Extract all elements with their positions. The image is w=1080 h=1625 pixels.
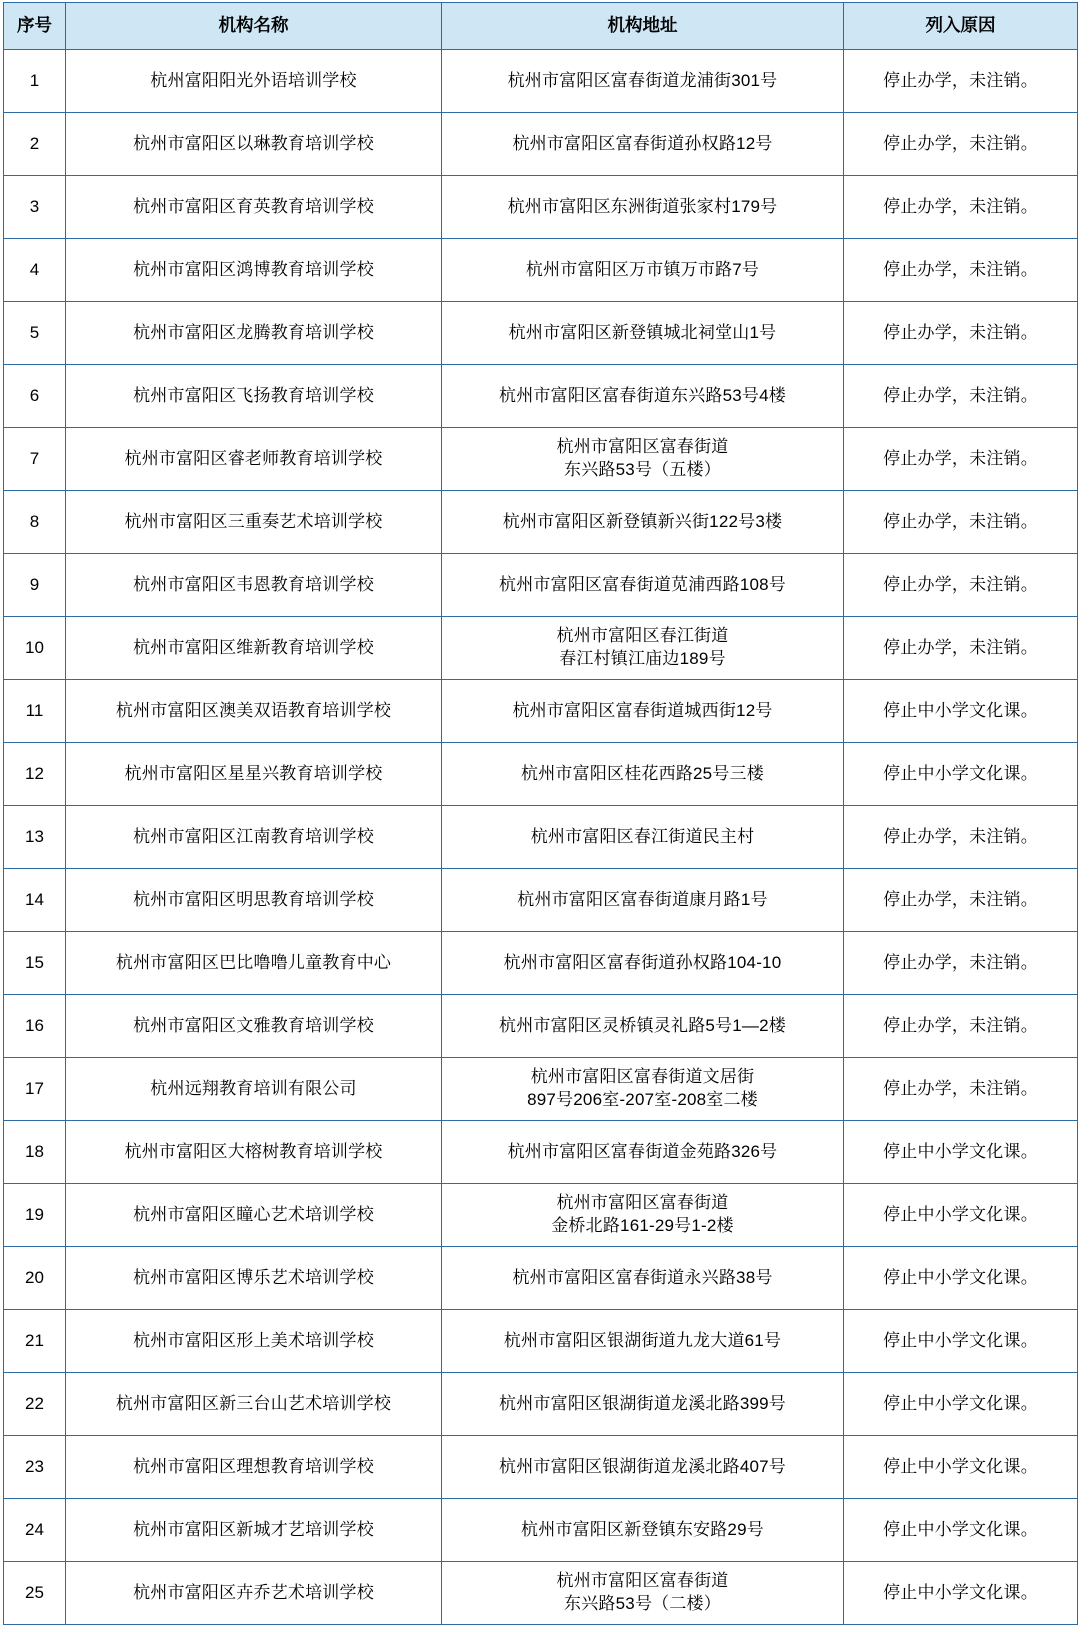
cell-index: 4 — [4, 239, 66, 302]
cell-institution-address — [442, 176, 844, 239]
table-row — [4, 1436, 1078, 1499]
cell-institution-name: 杭州市富阳区睿老师教育培训学校 — [66, 428, 442, 491]
cell-index: 2 — [4, 113, 66, 176]
table-row — [4, 176, 1078, 239]
table-row — [4, 743, 1078, 806]
cell-reason: 停止中小学文化课。 — [844, 1373, 1078, 1436]
table-row — [4, 1058, 1078, 1121]
cell-index: 23 — [4, 1436, 66, 1499]
cell-institution-address — [442, 932, 844, 995]
cell-index: 18 — [4, 1121, 66, 1184]
cell-institution-address — [442, 1184, 844, 1247]
cell-reason: 停止办学，未注销。 — [844, 302, 1078, 365]
cell-institution-name: 杭州市富阳区澳美双语教育培训学校 — [66, 680, 442, 743]
table-row — [4, 680, 1078, 743]
cell-reason: 停止中小学文化课。 — [844, 1310, 1078, 1373]
address-line-2: 东兴路53号（五楼） — [564, 460, 721, 479]
cell-institution-address — [442, 1373, 844, 1436]
table-row — [4, 491, 1078, 554]
cell-institution-address — [442, 50, 844, 113]
table-row — [4, 302, 1078, 365]
cell-index: 19 — [4, 1184, 66, 1247]
cell-institution-address — [442, 1247, 844, 1310]
address-line-1: 杭州市富阳区新登镇东安路29号 — [521, 1519, 764, 1539]
cell-reason: 停止办学，未注销。 — [844, 491, 1078, 554]
cell-index: 15 — [4, 932, 66, 995]
address-line-1: 杭州市富阳区春江街道民主村 — [530, 826, 755, 846]
cell-reason: 停止办学，未注销。 — [844, 995, 1078, 1058]
cell-institution-address — [442, 1310, 844, 1373]
address-line-2: 897号206室-207室-208室二楼 — [527, 1090, 758, 1109]
address-line-1: 杭州市富阳区富春街道文居街 — [530, 1067, 755, 1087]
table-row — [4, 239, 1078, 302]
table-row — [4, 1184, 1078, 1247]
cell-institution-address — [442, 1058, 844, 1121]
cell-institution-address — [442, 995, 844, 1058]
cell-index: 6 — [4, 365, 66, 428]
cell-reason: 停止办学，未注销。 — [844, 428, 1078, 491]
cell-institution-address — [442, 365, 844, 428]
cell-institution-name: 杭州市富阳区鸿博教育培训学校 — [66, 239, 442, 302]
address-line-1: 杭州市富阳区富春街道龙浦街301号 — [507, 70, 778, 90]
cell-institution-address — [442, 1436, 844, 1499]
cell-index: 17 — [4, 1058, 66, 1121]
table-row — [4, 365, 1078, 428]
column-header-reason: 列入原因 — [844, 3, 1078, 50]
institution-list-table — [3, 2, 1078, 1625]
cell-reason: 停止中小学文化课。 — [844, 1247, 1078, 1310]
table-row — [4, 113, 1078, 176]
cell-reason: 停止办学，未注销。 — [844, 806, 1078, 869]
cell-institution-name: 杭州市富阳区卉乔艺术培训学校 — [66, 1562, 442, 1625]
address-line-1: 杭州市富阳区东洲街道张家村179号 — [507, 196, 778, 216]
cell-reason: 停止中小学文化课。 — [844, 743, 1078, 806]
cell-institution-name: 杭州市富阳区以琳教育培训学校 — [66, 113, 442, 176]
cell-reason: 停止办学，未注销。 — [844, 869, 1078, 932]
cell-institution-name: 杭州市富阳区育英教育培训学校 — [66, 176, 442, 239]
cell-index: 7 — [4, 428, 66, 491]
address-line-1: 杭州市富阳区富春街道金苑路326号 — [507, 1141, 778, 1161]
cell-reason: 停止办学，未注销。 — [844, 239, 1078, 302]
cell-institution-name: 杭州市富阳区维新教育培训学校 — [66, 617, 442, 680]
table-row — [4, 617, 1078, 680]
address-line-1: 杭州市富阳区万市镇万市路7号 — [525, 259, 760, 279]
cell-institution-name: 杭州市富阳区韦恩教育培训学校 — [66, 554, 442, 617]
table-row — [4, 1373, 1078, 1436]
table-row — [4, 1247, 1078, 1310]
cell-institution-name: 杭州市富阳区巴比噜噜儿童教育中心 — [66, 932, 442, 995]
table-header-row — [4, 3, 1078, 50]
cell-institution-name: 杭州远翔教育培训有限公司 — [66, 1058, 442, 1121]
cell-index: 22 — [4, 1373, 66, 1436]
cell-index: 25 — [4, 1562, 66, 1625]
cell-institution-name: 杭州市富阳区星星兴教育培训学校 — [66, 743, 442, 806]
institution-list-table-container — [0, 2, 1080, 1625]
cell-institution-name: 杭州市富阳区新城才艺培训学校 — [66, 1499, 442, 1562]
cell-index: 9 — [4, 554, 66, 617]
cell-institution-address — [442, 743, 844, 806]
cell-institution-address — [442, 554, 844, 617]
cell-index: 3 — [4, 176, 66, 239]
cell-reason: 停止中小学文化课。 — [844, 1436, 1078, 1499]
cell-institution-address — [442, 428, 844, 491]
table-row — [4, 806, 1078, 869]
address-line-1: 杭州市富阳区银湖街道九龙大道61号 — [503, 1330, 782, 1350]
cell-index: 1 — [4, 50, 66, 113]
cell-institution-address — [442, 1121, 844, 1184]
table-row — [4, 1310, 1078, 1373]
address-line-1: 杭州市富阳区富春街道 — [556, 1571, 729, 1591]
cell-institution-address — [442, 1562, 844, 1625]
address-line-1: 杭州市富阳区富春街道城西街12号 — [512, 700, 773, 720]
cell-reason: 停止办学，未注销。 — [844, 365, 1078, 428]
cell-institution-name: 杭州市富阳区飞扬教育培训学校 — [66, 365, 442, 428]
cell-reason: 停止办学，未注销。 — [844, 554, 1078, 617]
cell-institution-name: 杭州富阳阳光外语培训学校 — [66, 50, 442, 113]
cell-reason: 停止中小学文化课。 — [844, 680, 1078, 743]
cell-institution-address — [442, 806, 844, 869]
address-line-1: 杭州市富阳区富春街道孙权路12号 — [512, 133, 773, 153]
address-line-1: 杭州市富阳区春江街道 — [556, 626, 729, 646]
cell-reason: 停止办学，未注销。 — [844, 1058, 1078, 1121]
cell-institution-name: 杭州市富阳区形上美术培训学校 — [66, 1310, 442, 1373]
cell-institution-address — [442, 1499, 844, 1562]
table-row — [4, 50, 1078, 113]
table-body — [4, 50, 1078, 1625]
table-row — [4, 869, 1078, 932]
cell-institution-name: 杭州市富阳区三重奏艺术培训学校 — [66, 491, 442, 554]
cell-institution-address — [442, 113, 844, 176]
address-line-1: 杭州市富阳区灵桥镇灵礼路5号1—2楼 — [499, 1015, 786, 1035]
address-line-1: 杭州市富阳区富春街道 — [556, 1193, 729, 1213]
cell-institution-address — [442, 617, 844, 680]
column-header-institution-name: 机构名称 — [66, 3, 442, 50]
table-row — [4, 932, 1078, 995]
cell-reason: 停止中小学文化课。 — [844, 1562, 1078, 1625]
cell-reason: 停止办学，未注销。 — [844, 113, 1078, 176]
cell-index: 16 — [4, 995, 66, 1058]
cell-institution-name: 杭州市富阳区大榕树教育培训学校 — [66, 1121, 442, 1184]
address-line-1: 杭州市富阳区新登镇城北祠堂山1号 — [508, 322, 777, 342]
address-line-1: 杭州市富阳区富春街道孙权路104-10 — [503, 952, 782, 972]
cell-index: 21 — [4, 1310, 66, 1373]
cell-index: 13 — [4, 806, 66, 869]
cell-index: 5 — [4, 302, 66, 365]
table-row — [4, 1121, 1078, 1184]
cell-institution-address — [442, 680, 844, 743]
table-row — [4, 428, 1078, 491]
cell-reason: 停止办学，未注销。 — [844, 617, 1078, 680]
address-line-1: 杭州市富阳区桂花西路25号三楼 — [521, 763, 764, 783]
cell-reason: 停止中小学文化课。 — [844, 1499, 1078, 1562]
cell-reason: 停止办学，未注销。 — [844, 932, 1078, 995]
cell-institution-address — [442, 302, 844, 365]
address-line-1: 杭州市富阳区富春街道永兴路38号 — [512, 1267, 773, 1287]
cell-institution-address — [442, 491, 844, 554]
address-line-1: 杭州市富阳区富春街道 — [556, 437, 729, 457]
cell-reason: 停止办学，未注销。 — [844, 50, 1078, 113]
cell-institution-name: 杭州市富阳区瞳心艺术培训学校 — [66, 1184, 442, 1247]
cell-reason: 停止中小学文化课。 — [844, 1121, 1078, 1184]
address-line-1: 杭州市富阳区富春街道康月路1号 — [517, 889, 768, 909]
address-line-2: 东兴路53号（二楼） — [564, 1594, 721, 1613]
cell-index: 12 — [4, 743, 66, 806]
table-row — [4, 554, 1078, 617]
cell-institution-name: 杭州市富阳区龙腾教育培训学校 — [66, 302, 442, 365]
cell-reason: 停止办学，未注销。 — [844, 176, 1078, 239]
address-line-1: 杭州市富阳区富春街道东兴路53号4楼 — [499, 385, 786, 405]
address-line-1: 杭州市富阳区银湖街道龙溪北路399号 — [499, 1393, 786, 1413]
address-line-1: 杭州市富阳区新登镇新兴街122号3楼 — [502, 511, 783, 531]
cell-index: 24 — [4, 1499, 66, 1562]
address-line-1: 杭州市富阳区富春街道苋浦西路108号 — [499, 574, 786, 594]
cell-institution-name: 杭州市富阳区博乐艺术培训学校 — [66, 1247, 442, 1310]
table-row — [4, 1499, 1078, 1562]
cell-institution-name: 杭州市富阳区理想教育培训学校 — [66, 1436, 442, 1499]
address-line-1: 杭州市富阳区银湖街道龙溪北路407号 — [499, 1456, 786, 1476]
address-line-2: 金桥北路161-29号1-2楼 — [551, 1216, 734, 1235]
cell-institution-address — [442, 239, 844, 302]
cell-institution-name: 杭州市富阳区江南教育培训学校 — [66, 806, 442, 869]
cell-institution-address — [442, 869, 844, 932]
cell-index: 11 — [4, 680, 66, 743]
cell-institution-name: 杭州市富阳区明思教育培训学校 — [66, 869, 442, 932]
cell-institution-name: 杭州市富阳区文雅教育培训学校 — [66, 995, 442, 1058]
cell-index: 10 — [4, 617, 66, 680]
table-row — [4, 995, 1078, 1058]
column-header-institution-address: 机构地址 — [442, 3, 844, 50]
cell-index: 20 — [4, 1247, 66, 1310]
cell-institution-name: 杭州市富阳区新三台山艺术培训学校 — [66, 1373, 442, 1436]
table-row — [4, 1562, 1078, 1625]
cell-index: 14 — [4, 869, 66, 932]
column-header-index: 序号 — [4, 3, 66, 50]
table-header — [4, 3, 1078, 50]
cell-index: 8 — [4, 491, 66, 554]
address-line-2: 春江村镇江庙边189号 — [559, 649, 726, 668]
cell-reason: 停止中小学文化课。 — [844, 1184, 1078, 1247]
